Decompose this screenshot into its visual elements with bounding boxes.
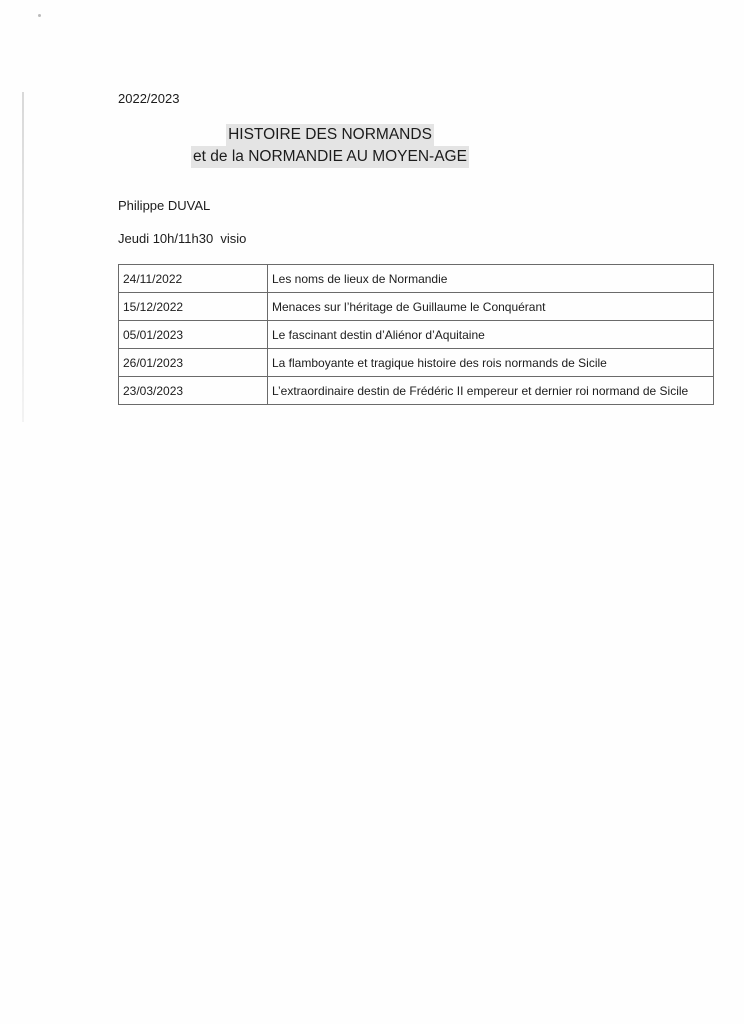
- table-row: [119, 377, 714, 405]
- session-topic: L’extraordinaire destin de Frédéric II empereur et dernier roi normand de Sicile: [268, 377, 714, 405]
- session-date: 24/11/2022: [119, 265, 268, 293]
- session-topic: La flamboyante et tragique histoire des rois normands de Sicile: [268, 349, 714, 377]
- session-topic: Les noms de lieux de Normandie: [268, 265, 714, 293]
- sessions-table: [118, 264, 714, 405]
- session-date: 23/03/2023: [119, 377, 268, 405]
- table-row: [119, 293, 714, 321]
- session-date: 05/01/2023: [119, 321, 268, 349]
- session-topic: Menaces sur l’héritage de Guillaume le Conquérant: [268, 293, 714, 321]
- session-date: 15/12/2022: [119, 293, 268, 321]
- table-row: [119, 349, 714, 377]
- table-row: [119, 321, 714, 349]
- author-name: Philippe DUVAL: [118, 198, 211, 213]
- academic-year: 2022/2023: [118, 91, 180, 106]
- scan-mark: [38, 14, 41, 17]
- document-title: [0, 124, 660, 168]
- title-line-1: HISTOIRE DES NORMANDS: [226, 124, 434, 146]
- title-line-2: et de la NORMANDIE AU MOYEN-AGE: [191, 146, 469, 168]
- session-topic: Le fascinant destin d’Aliénor d’Aquitaine: [268, 321, 714, 349]
- schedule-info: Jeudi 10h/11h30 visio: [118, 231, 247, 246]
- session-date: 26/01/2023: [119, 349, 268, 377]
- table-row: [119, 265, 714, 293]
